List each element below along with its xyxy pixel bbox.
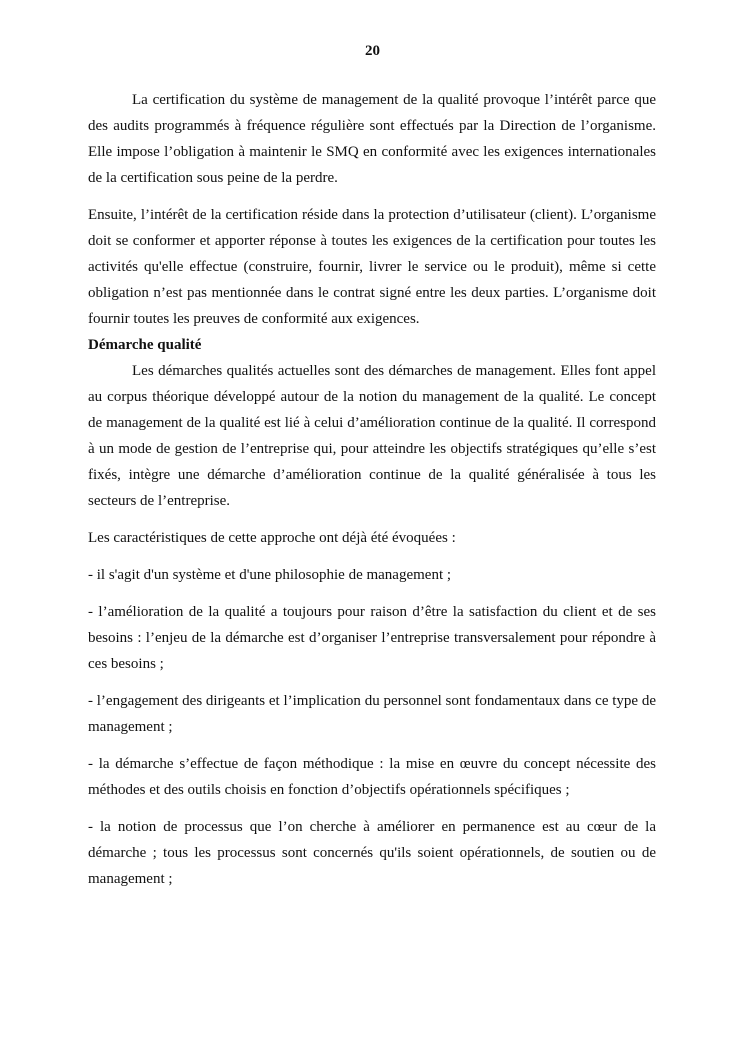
list-item: - la notion de processus que l’on cherche à améliorer en permanence est au cœur de la démarche ; tous les processus sont concernés qu'ils soient opérationnels, de soutien ou de management ;	[88, 819, 656, 887]
page-number: 20	[365, 43, 380, 59]
paragraph-user-protection: Ensuite, l’intérêt de la certification réside dans la protection d’utilisateur (client). L’organisme doit se conformer et apporter réponse à toutes les exigences de la certification pour toutes les activités qu'elle effectue (construire, fournir, livrer le service ou le produit), même si cette obligation n’est pas mentionnée dans le contrat signé entre les deux parties. L’organisme doit fournir toutes les preuves de conformité aux exigences.	[88, 207, 656, 327]
list-item: - l’engagement des dirigeants et l’implication du personnel sont fondamentaux dans ce type de management ;	[88, 693, 656, 735]
paragraph-certification-interest: La certification du système de management de la qualité provoque l’intérêt parce que des audits programmés à fréquence régulière sont effectués par la Direction de l’organisme. Elle impose l’obligation à maintenir le SMQ en conformité avec les exigences internationales de la certification sous peine de la perdre.	[88, 92, 656, 186]
list-item: - l’amélioration de la qualité a toujours pour raison d’être la satisfaction du client et de ses besoins : l’enjeu de la démarche est d’organiser l’entreprise transversalement pour répondre à ces besoins ;	[88, 604, 656, 672]
paragraph-characteristics-intro: Les caractéristiques de cette approche ont déjà été évoquées :	[88, 530, 456, 546]
document-body	[88, 87, 656, 892]
section-heading-demarche-qualite: Démarche qualité	[88, 337, 202, 353]
list-item: - il s'agit d'un système et d'une philosophie de management ;	[88, 567, 452, 583]
list-item: - la démarche s’effectue de façon méthodique : la mise en œuvre du concept nécessite des méthodes et des outils choisis en fonction d’objectifs opérationnels spécifiques ;	[88, 756, 656, 798]
paragraph-management-approach: Les démarches qualités actuelles sont des démarches de management. Elles font appel au corpus théorique développé autour de la notion du management de la qualité. Le concept de management de la qualité est lié à celui d’amélioration continue de la qualité. Il correspond à un mode de gestion de l’entreprise qui, pour atteindre les objectifs stratégiques qu’elle s’est fixés, intègre une démarche d’amélioration continue de la qualité généralisée à tous les secteurs de l’entreprise.	[88, 363, 656, 509]
